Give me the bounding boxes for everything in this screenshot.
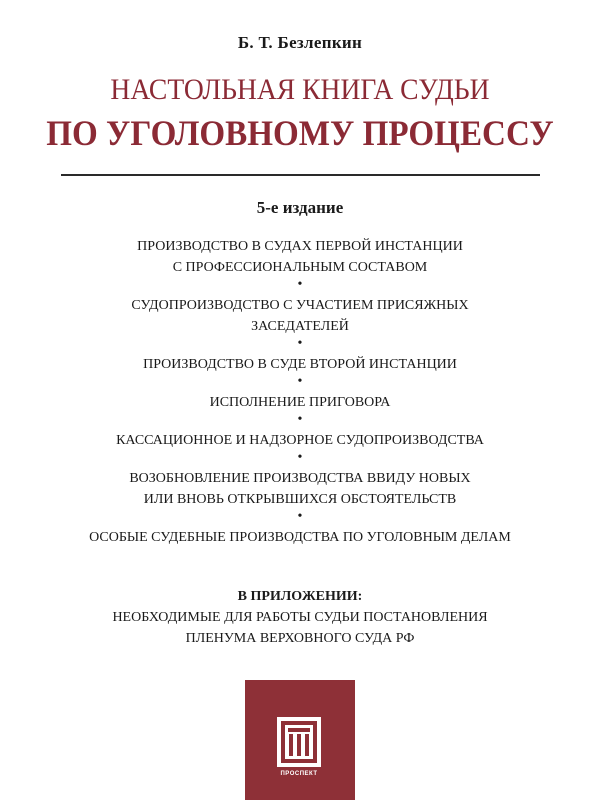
title-divider [61,174,540,176]
bullet-separator: • [297,277,303,292]
topic-line: ПРОИЗВОДСТВО В СУДАХ ПЕРВОЙ ИНСТАНЦИИ [137,239,463,254]
appendix-line: НЕОБХОДИМЫЕ ДЛЯ РАБОТЫ СУДЬИ ПОСТАНОВЛЕНИЯ [112,610,488,625]
edition-label: 5-е издание [256,198,344,217]
appendix-line: ПЛЕНУМА ВЕРХОВНОГО СУДА РФ [185,631,415,646]
bullet-separator: • [297,509,303,524]
topic-line: СУДОПРОИЗВОДСТВО С УЧАСТИЕМ ПРИСЯЖНЫХ [131,298,469,313]
bullet-separator: • [297,336,303,351]
bullet-separator: • [297,374,303,389]
topic-line: С ПРОФЕССИОНАЛЬНЫМ СОСТАВОМ [172,260,428,275]
topic-line: ВОЗОБНОВЛЕНИЕ ПРОИЗВОДСТВА ВВИДУ НОВЫХ [129,471,471,486]
topics-list [0,236,600,548]
bullet-separator: • [297,450,303,465]
publisher-name: ПРОСПЕКТ [280,771,318,777]
topic-line: ИЛИ ВНОВЬ ОТКРЫВШИХСЯ ОБСТОЯТЕЛЬСТВ [143,492,457,507]
topic-line: ПРОИЗВОДСТВО В СУДЕ ВТОРОЙ ИНСТАНЦИИ [143,357,457,372]
topic-line: КАССАЦИОННОЕ И НАДЗОРНОЕ СУДОПРОИЗВОДСТВА [116,433,484,448]
author-name: Б. Т. Безлепкин [237,33,363,52]
appendix-heading: В ПРИЛОЖЕНИИ: [237,589,363,604]
topic-line: ОСОБЫЕ СУДЕБНЫЕ ПРОИЗВОДСТВА ПО УГОЛОВНЫМ ДЕЛАМ [89,530,511,545]
book-title-line-2: ПО УГОЛОВНОМУ ПРОЦЕССУ [46,113,554,153]
book-title-line-1: НАСТОЛЬНАЯ КНИГА СУДЬИ [110,73,490,106]
bullet-separator: • [297,412,303,427]
appendix-block [0,586,600,649]
topic-line: ЗАСЕДАТЕЛЕЙ [251,319,349,334]
building-columns-icon [277,717,321,767]
topic-line: ИСПОЛНЕНИЕ ПРИГОВОРА [209,395,391,410]
